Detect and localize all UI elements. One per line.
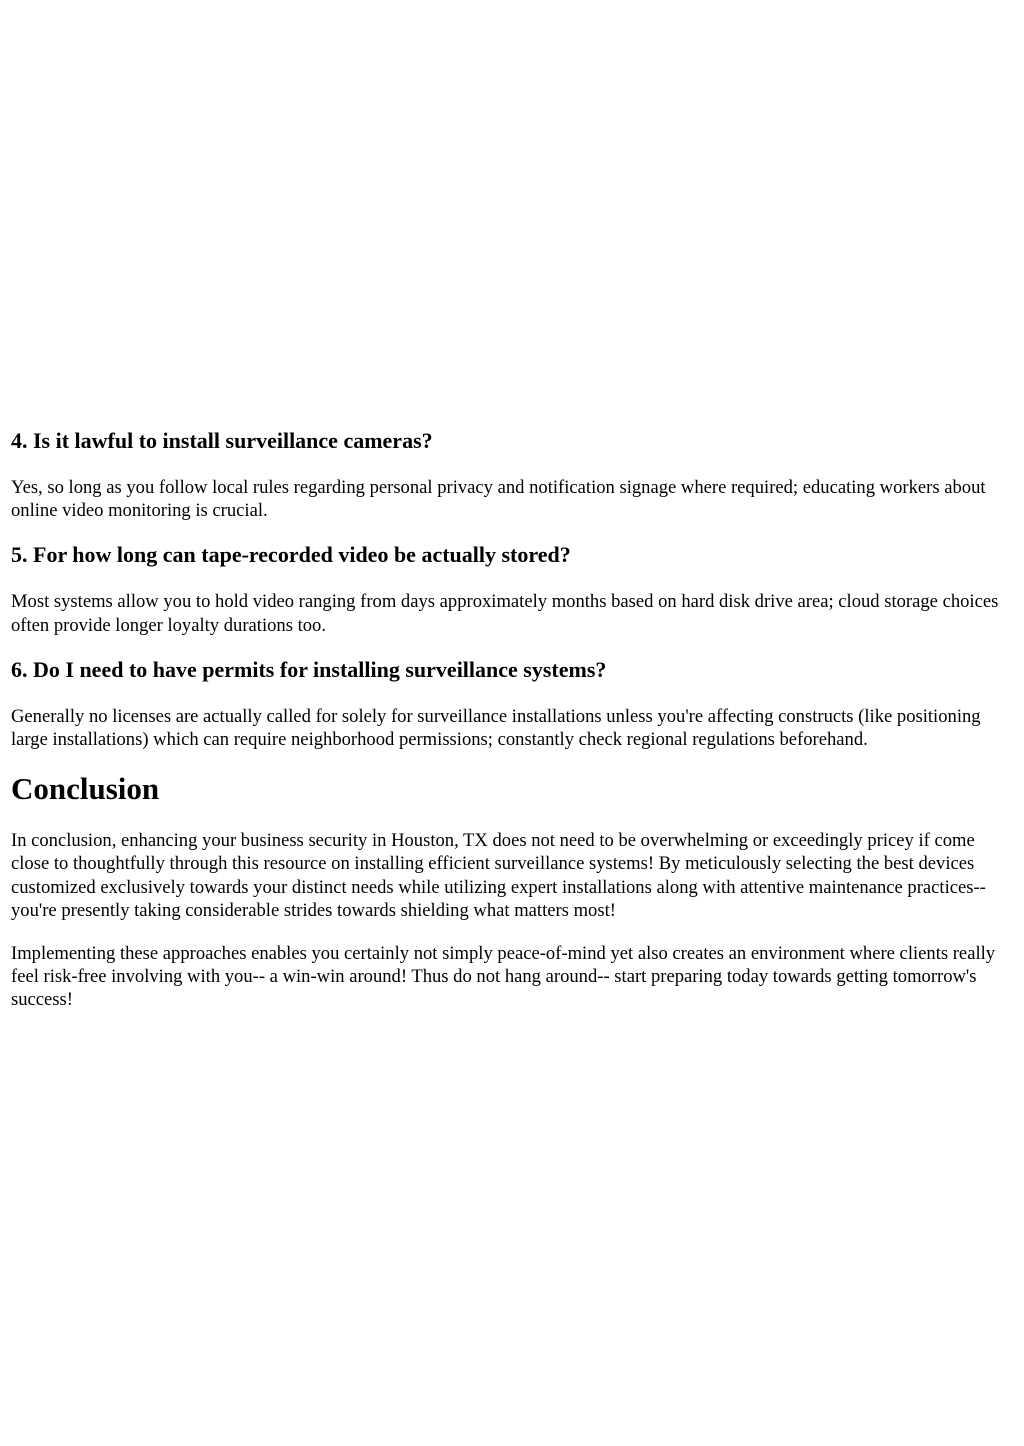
faq-question: 5. For how long can tape-recorded video be actually stored?	[11, 542, 571, 568]
faq-item	[11, 657, 1016, 751]
faq-item	[11, 428, 1016, 522]
article-content	[11, 428, 1016, 1032]
faq-question: 6. Do I need to have permits for installing surveillance systems?	[11, 656, 607, 682]
conclusion-paragraph: In conclusion, enhancing your business security in Houston, TX does not need to be overwhelming or exceedingly pricey if come close to thoughtfully through this resource on installing efficient surveillance systems! By meticulously selecting the best devices customized exclusively towards your distinct needs while utilizing expert installations along with attentive maintenance practices-- you're presently taking considerable strides towards shielding what matters most!	[11, 830, 986, 921]
faq-answer: Most systems allow you to hold video ranging from days approximately months based on hard disk drive area; cloud storage choices often provide longer loyalty durations too.	[11, 591, 999, 636]
faq-answer: Generally no licenses are actually called for solely for surveillance installations unless you're affecting constructs (like positioning large installations) which can require neighborhood permissions; constantly check regional regulations beforehand.	[11, 705, 981, 751]
conclusion-paragraph: Implementing these approaches enables you certainly not simply peace-of-mind yet also creates an environment where clients really feel risk-free involving with you-- a win-win around! Thus do not hang around-- start preparing today towards getting tomorrow's success!	[11, 943, 996, 1011]
faq-item	[11, 542, 1016, 636]
faq-question: 4. Is it lawful to install surveillance cameras?	[11, 428, 433, 453]
conclusion-heading: Conclusion	[11, 771, 160, 807]
faq-answer: Yes, so long as you follow local rules regarding personal privacy and notification signage where required; educating workers about online video monitoring is crucial.	[11, 477, 986, 522]
